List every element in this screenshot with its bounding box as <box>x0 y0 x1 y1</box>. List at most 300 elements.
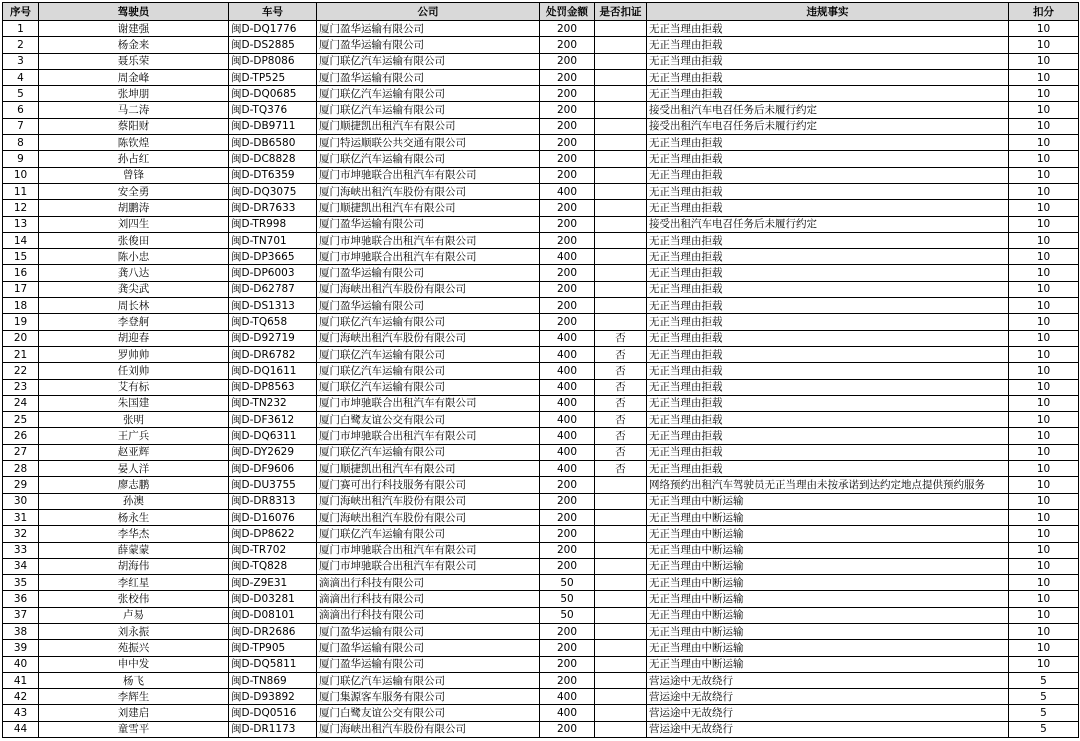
cell-fine: 200 <box>540 509 595 525</box>
cell-fine: 200 <box>540 167 595 183</box>
cell-points: 10 <box>1009 493 1079 509</box>
cell-driver: 蔡阳财 <box>39 118 229 134</box>
cell-plate: 闽D-DP8086 <box>229 53 317 69</box>
cell-violation: 无正当理由拒载 <box>647 395 1009 411</box>
cell-plate: 闽D-D93892 <box>229 689 317 705</box>
cell-driver: 张校伟 <box>39 591 229 607</box>
cell-plate: 闽D-DB6580 <box>229 135 317 151</box>
cell-driver: 任刘帅 <box>39 363 229 379</box>
cell-index: 14 <box>3 232 39 248</box>
cell-driver: 安全勇 <box>39 183 229 199</box>
cell-points: 10 <box>1009 151 1079 167</box>
cell-points: 10 <box>1009 607 1079 623</box>
cell-violation: 无正当理由拒载 <box>647 363 1009 379</box>
table-row <box>3 656 1079 672</box>
cell-fine: 400 <box>540 330 595 346</box>
cell-index: 23 <box>3 379 39 395</box>
table-row <box>3 493 1079 509</box>
cell-company: 厦门联亿汽车运输有限公司 <box>317 672 540 688</box>
table-row <box>3 379 1079 395</box>
cell-violation: 无正当理由拒载 <box>647 265 1009 281</box>
cell-driver: 刘永振 <box>39 623 229 639</box>
cell-license-deduct <box>595 183 647 199</box>
table-row <box>3 542 1079 558</box>
table-row <box>3 298 1079 314</box>
cell-fine: 400 <box>540 689 595 705</box>
cell-points: 5 <box>1009 705 1079 721</box>
table-row <box>3 363 1079 379</box>
cell-fine: 200 <box>540 53 595 69</box>
cell-company: 厦门海峡出租汽车股份有限公司 <box>317 281 540 297</box>
cell-violation: 营运途中无故绕行 <box>647 721 1009 737</box>
cell-points: 10 <box>1009 412 1079 428</box>
cell-points: 10 <box>1009 135 1079 151</box>
cell-index: 42 <box>3 689 39 705</box>
cell-company: 厦门市坤驰联合出租汽车有限公司 <box>317 395 540 411</box>
cell-fine: 200 <box>540 86 595 102</box>
cell-plate: 闽D-DF9606 <box>229 461 317 477</box>
cell-points: 10 <box>1009 183 1079 199</box>
cell-company: 厦门市坤驰联合出租汽车有限公司 <box>317 558 540 574</box>
cell-driver: 李登舸 <box>39 314 229 330</box>
cell-violation: 无正当理由中断运输 <box>647 640 1009 656</box>
cell-license-deduct <box>595 53 647 69</box>
cell-driver: 晏人洋 <box>39 461 229 477</box>
table-row <box>3 705 1079 721</box>
cell-driver: 陈小忠 <box>39 249 229 265</box>
cell-license-deduct <box>595 298 647 314</box>
cell-license-deduct <box>595 575 647 591</box>
cell-license-deduct <box>595 656 647 672</box>
cell-index: 1 <box>3 21 39 37</box>
cell-points: 10 <box>1009 281 1079 297</box>
cell-points: 10 <box>1009 102 1079 118</box>
cell-plate: 闽D-DP3665 <box>229 249 317 265</box>
cell-license-deduct <box>595 623 647 639</box>
cell-company: 厦门顺捷凯出租汽车有限公司 <box>317 118 540 134</box>
cell-license-deduct: 否 <box>595 444 647 460</box>
table-row <box>3 640 1079 656</box>
cell-index: 30 <box>3 493 39 509</box>
cell-violation: 无正当理由拒载 <box>647 379 1009 395</box>
cell-driver: 刘四生 <box>39 216 229 232</box>
cell-company: 厦门白鹭友谊公交有限公司 <box>317 705 540 721</box>
cell-driver: 周长林 <box>39 298 229 314</box>
cell-fine: 50 <box>540 591 595 607</box>
cell-violation: 接受出租汽车电召任务后未履行约定 <box>647 216 1009 232</box>
cell-license-deduct <box>595 151 647 167</box>
cell-license-deduct: 否 <box>595 461 647 477</box>
cell-violation: 无正当理由拒载 <box>647 444 1009 460</box>
table-row <box>3 444 1079 460</box>
cell-license-deduct <box>595 37 647 53</box>
cell-fine: 200 <box>540 558 595 574</box>
cell-driver: 王广兵 <box>39 428 229 444</box>
cell-index: 39 <box>3 640 39 656</box>
cell-license-deduct <box>595 314 647 330</box>
table-row <box>3 151 1079 167</box>
cell-index: 20 <box>3 330 39 346</box>
cell-points: 10 <box>1009 298 1079 314</box>
header-violation: 违规事实 <box>647 3 1009 21</box>
cell-company: 厦门市坤驰联合出租汽车有限公司 <box>317 167 540 183</box>
header-driver: 驾驶员 <box>39 3 229 21</box>
cell-driver: 杨金来 <box>39 37 229 53</box>
cell-violation: 无正当理由拒载 <box>647 281 1009 297</box>
cell-driver: 胡鹏涛 <box>39 200 229 216</box>
cell-fine: 200 <box>540 281 595 297</box>
cell-violation: 无正当理由拒载 <box>647 461 1009 477</box>
cell-index: 5 <box>3 86 39 102</box>
cell-license-deduct: 否 <box>595 330 647 346</box>
cell-points: 10 <box>1009 477 1079 493</box>
table-row <box>3 232 1079 248</box>
cell-fine: 200 <box>540 102 595 118</box>
cell-driver: 曾锋 <box>39 167 229 183</box>
cell-driver: 艾有标 <box>39 379 229 395</box>
cell-index: 44 <box>3 721 39 737</box>
cell-violation: 无正当理由拒载 <box>647 428 1009 444</box>
cell-plate: 闽D-DQ1611 <box>229 363 317 379</box>
cell-license-deduct: 否 <box>595 363 647 379</box>
table-row <box>3 412 1079 428</box>
cell-index: 41 <box>3 672 39 688</box>
cell-fine: 200 <box>540 135 595 151</box>
cell-company: 厦门集源客车服务有限公司 <box>317 689 540 705</box>
cell-plate: 闽D-TR998 <box>229 216 317 232</box>
cell-license-deduct <box>595 542 647 558</box>
cell-plate: 闽D-DR1173 <box>229 721 317 737</box>
cell-driver: 马二涛 <box>39 102 229 118</box>
cell-index: 40 <box>3 656 39 672</box>
cell-license-deduct <box>595 721 647 737</box>
cell-company: 厦门海峡出租汽车股份有限公司 <box>317 509 540 525</box>
cell-driver: 聂乐荣 <box>39 53 229 69</box>
cell-company: 厦门联亿汽车运输有限公司 <box>317 526 540 542</box>
cell-company: 厦门盈华运输有限公司 <box>317 656 540 672</box>
cell-points: 10 <box>1009 444 1079 460</box>
cell-points: 10 <box>1009 575 1079 591</box>
cell-index: 21 <box>3 346 39 362</box>
cell-company: 厦门联亿汽车运输有限公司 <box>317 102 540 118</box>
cell-fine: 200 <box>540 216 595 232</box>
cell-index: 2 <box>3 37 39 53</box>
cell-plate: 闽D-DQ5811 <box>229 656 317 672</box>
cell-plate: 闽D-D62787 <box>229 281 317 297</box>
cell-index: 24 <box>3 395 39 411</box>
cell-plate: 闽D-DR8313 <box>229 493 317 509</box>
cell-points: 10 <box>1009 216 1079 232</box>
cell-company: 厦门联亿汽车运输有限公司 <box>317 363 540 379</box>
cell-index: 32 <box>3 526 39 542</box>
cell-index: 27 <box>3 444 39 460</box>
cell-index: 11 <box>3 183 39 199</box>
cell-license-deduct <box>595 607 647 623</box>
table-row <box>3 69 1079 85</box>
cell-points: 10 <box>1009 640 1079 656</box>
table-row <box>3 526 1079 542</box>
cell-index: 18 <box>3 298 39 314</box>
cell-fine: 200 <box>540 526 595 542</box>
cell-license-deduct <box>595 69 647 85</box>
cell-violation: 无正当理由中断运输 <box>647 558 1009 574</box>
table-row <box>3 330 1079 346</box>
cell-plate: 闽D-DP8563 <box>229 379 317 395</box>
cell-driver: 薛蒙蒙 <box>39 542 229 558</box>
cell-fine: 50 <box>540 607 595 623</box>
cell-violation: 无正当理由拒载 <box>647 53 1009 69</box>
cell-plate: 闽D-Z9E31 <box>229 575 317 591</box>
cell-fine: 200 <box>540 314 595 330</box>
cell-company: 厦门海峡出租汽车股份有限公司 <box>317 183 540 199</box>
cell-driver: 廖志鹏 <box>39 477 229 493</box>
cell-points: 10 <box>1009 167 1079 183</box>
cell-fine: 400 <box>540 428 595 444</box>
cell-driver: 童雪平 <box>39 721 229 737</box>
cell-index: 36 <box>3 591 39 607</box>
cell-company: 厦门市坤驰联合出租汽车有限公司 <box>317 542 540 558</box>
header-row <box>3 3 1079 21</box>
table-row <box>3 37 1079 53</box>
cell-license-deduct <box>595 86 647 102</box>
cell-violation: 无正当理由拒载 <box>647 167 1009 183</box>
cell-license-deduct <box>595 118 647 134</box>
cell-license-deduct <box>595 640 647 656</box>
cell-plate: 闽D-TP905 <box>229 640 317 656</box>
cell-points: 10 <box>1009 363 1079 379</box>
cell-plate: 闽D-DU3755 <box>229 477 317 493</box>
cell-license-deduct <box>595 281 647 297</box>
cell-driver: 李红星 <box>39 575 229 591</box>
cell-violation: 营运途中无故绕行 <box>647 672 1009 688</box>
table-row <box>3 183 1079 199</box>
cell-company: 厦门市坤驰联合出租汽车有限公司 <box>317 232 540 248</box>
cell-points: 10 <box>1009 395 1079 411</box>
cell-driver: 张俊田 <box>39 232 229 248</box>
cell-driver: 李辉生 <box>39 689 229 705</box>
cell-violation: 接受出租汽车电召任务后未履行约定 <box>647 118 1009 134</box>
table-row <box>3 118 1079 134</box>
cell-points: 10 <box>1009 330 1079 346</box>
table-row <box>3 167 1079 183</box>
cell-license-deduct <box>595 526 647 542</box>
table-row <box>3 428 1079 444</box>
cell-fine: 200 <box>540 656 595 672</box>
cell-plate: 闽D-TN701 <box>229 232 317 248</box>
cell-driver: 孙占红 <box>39 151 229 167</box>
cell-violation: 营运途中无故绕行 <box>647 689 1009 705</box>
table-row <box>3 672 1079 688</box>
cell-points: 10 <box>1009 37 1079 53</box>
cell-points: 10 <box>1009 53 1079 69</box>
cell-driver: 胡迎春 <box>39 330 229 346</box>
cell-index: 9 <box>3 151 39 167</box>
cell-plate: 闽D-DR2686 <box>229 623 317 639</box>
cell-violation: 无正当理由中断运输 <box>647 575 1009 591</box>
cell-fine: 200 <box>540 265 595 281</box>
cell-index: 35 <box>3 575 39 591</box>
cell-violation: 无正当理由拒载 <box>647 21 1009 37</box>
cell-violation: 无正当理由中断运输 <box>647 542 1009 558</box>
table-row <box>3 477 1079 493</box>
table-row <box>3 395 1079 411</box>
cell-company: 厦门盈华运输有限公司 <box>317 21 540 37</box>
cell-fine: 200 <box>540 623 595 639</box>
table-row <box>3 721 1079 737</box>
cell-company: 厦门赛可出行科技服务有限公司 <box>317 477 540 493</box>
cell-license-deduct <box>595 102 647 118</box>
cell-license-deduct <box>595 509 647 525</box>
cell-index: 28 <box>3 461 39 477</box>
cell-index: 22 <box>3 363 39 379</box>
cell-driver: 罗帅帅 <box>39 346 229 362</box>
cell-points: 10 <box>1009 314 1079 330</box>
cell-plate: 闽D-D92719 <box>229 330 317 346</box>
cell-plate: 闽D-TP525 <box>229 69 317 85</box>
cell-points: 10 <box>1009 265 1079 281</box>
cell-license-deduct: 否 <box>595 379 647 395</box>
cell-company: 厦门联亿汽车运输有限公司 <box>317 346 540 362</box>
cell-fine: 200 <box>540 542 595 558</box>
cell-plate: 闽D-TN232 <box>229 395 317 411</box>
table-row <box>3 265 1079 281</box>
cell-plate: 闽D-DC8828 <box>229 151 317 167</box>
cell-company: 厦门盈华运输有限公司 <box>317 265 540 281</box>
cell-company: 厦门联亿汽车运输有限公司 <box>317 53 540 69</box>
cell-driver: 周金峰 <box>39 69 229 85</box>
table-row <box>3 607 1079 623</box>
cell-fine: 400 <box>540 705 595 721</box>
cell-plate: 闽D-DS2885 <box>229 37 317 53</box>
cell-points: 10 <box>1009 379 1079 395</box>
cell-fine: 200 <box>540 672 595 688</box>
table-row <box>3 200 1079 216</box>
cell-company: 厦门盈华运输有限公司 <box>317 216 540 232</box>
cell-plate: 闽D-DQ3075 <box>229 183 317 199</box>
cell-violation: 无正当理由拒载 <box>647 69 1009 85</box>
cell-license-deduct <box>595 705 647 721</box>
cell-license-deduct <box>595 21 647 37</box>
cell-points: 10 <box>1009 509 1079 525</box>
cell-fine: 400 <box>540 249 595 265</box>
cell-fine: 400 <box>540 461 595 477</box>
cell-driver: 杨永生 <box>39 509 229 525</box>
cell-company: 厦门市坤驰联合出租汽车有限公司 <box>317 249 540 265</box>
table-row <box>3 689 1079 705</box>
cell-company: 厦门联亿汽车运输有限公司 <box>317 86 540 102</box>
cell-fine: 400 <box>540 183 595 199</box>
cell-company: 厦门盈华运输有限公司 <box>317 37 540 53</box>
cell-fine: 200 <box>540 69 595 85</box>
cell-license-deduct <box>595 672 647 688</box>
cell-index: 26 <box>3 428 39 444</box>
cell-fine: 200 <box>540 298 595 314</box>
cell-index: 7 <box>3 118 39 134</box>
cell-plate: 闽D-DF3612 <box>229 412 317 428</box>
cell-violation: 无正当理由中断运输 <box>647 623 1009 639</box>
cell-violation: 无正当理由拒载 <box>647 346 1009 362</box>
cell-plate: 闽D-TR702 <box>229 542 317 558</box>
cell-company: 厦门盈华运输有限公司 <box>317 623 540 639</box>
cell-driver: 刘建启 <box>39 705 229 721</box>
cell-fine: 400 <box>540 412 595 428</box>
table-row <box>3 575 1079 591</box>
table-row <box>3 86 1079 102</box>
cell-fine: 400 <box>540 395 595 411</box>
cell-points: 10 <box>1009 461 1079 477</box>
cell-index: 4 <box>3 69 39 85</box>
cell-driver: 朱国建 <box>39 395 229 411</box>
cell-points: 10 <box>1009 542 1079 558</box>
header-company: 公司 <box>317 3 540 21</box>
cell-license-deduct <box>595 200 647 216</box>
cell-fine: 200 <box>540 151 595 167</box>
cell-fine: 400 <box>540 346 595 362</box>
cell-driver: 杨飞 <box>39 672 229 688</box>
header-index: 序号 <box>3 3 39 21</box>
cell-index: 43 <box>3 705 39 721</box>
cell-points: 10 <box>1009 21 1079 37</box>
cell-fine: 200 <box>540 721 595 737</box>
cell-driver: 张明 <box>39 412 229 428</box>
cell-company: 厦门白鹭友谊公交有限公司 <box>317 412 540 428</box>
cell-points: 5 <box>1009 689 1079 705</box>
table-row <box>3 591 1079 607</box>
cell-fine: 400 <box>540 444 595 460</box>
cell-company: 厦门联亿汽车运输有限公司 <box>317 379 540 395</box>
cell-fine: 400 <box>540 363 595 379</box>
cell-driver: 赵亚辉 <box>39 444 229 460</box>
cell-points: 10 <box>1009 656 1079 672</box>
cell-plate: 闽D-DQ6311 <box>229 428 317 444</box>
cell-points: 10 <box>1009 591 1079 607</box>
cell-violation: 网络预约出租汽车驾驶员无正当理由未按承诺到达约定地点提供预约服务 <box>647 477 1009 493</box>
cell-violation: 无正当理由拒载 <box>647 135 1009 151</box>
cell-company: 厦门特运顺联公共交通有限公司 <box>317 135 540 151</box>
cell-points: 10 <box>1009 69 1079 85</box>
cell-violation: 无正当理由拒载 <box>647 330 1009 346</box>
cell-company: 厦门海峡出租汽车股份有限公司 <box>317 330 540 346</box>
cell-driver: 孙澳 <box>39 493 229 509</box>
cell-violation: 无正当理由拒载 <box>647 200 1009 216</box>
cell-plate: 闽D-D16076 <box>229 509 317 525</box>
cell-violation: 无正当理由拒载 <box>647 151 1009 167</box>
cell-driver: 李华杰 <box>39 526 229 542</box>
cell-plate: 闽D-D03281 <box>229 591 317 607</box>
cell-driver: 龚尖武 <box>39 281 229 297</box>
cell-fine: 200 <box>540 37 595 53</box>
cell-points: 10 <box>1009 200 1079 216</box>
cell-index: 31 <box>3 509 39 525</box>
cell-company: 厦门联亿汽车运输有限公司 <box>317 151 540 167</box>
table-row <box>3 216 1079 232</box>
cell-driver: 申中发 <box>39 656 229 672</box>
table-row <box>3 102 1079 118</box>
table-row <box>3 623 1079 639</box>
cell-violation: 无正当理由拒载 <box>647 314 1009 330</box>
cell-driver: 谢建强 <box>39 21 229 37</box>
cell-plate: 闽D-D08101 <box>229 607 317 623</box>
cell-points: 10 <box>1009 118 1079 134</box>
cell-fine: 200 <box>540 232 595 248</box>
cell-license-deduct <box>595 558 647 574</box>
cell-license-deduct <box>595 249 647 265</box>
cell-index: 8 <box>3 135 39 151</box>
cell-license-deduct <box>595 591 647 607</box>
cell-plate: 闽D-DR7633 <box>229 200 317 216</box>
table-row <box>3 314 1079 330</box>
cell-index: 33 <box>3 542 39 558</box>
